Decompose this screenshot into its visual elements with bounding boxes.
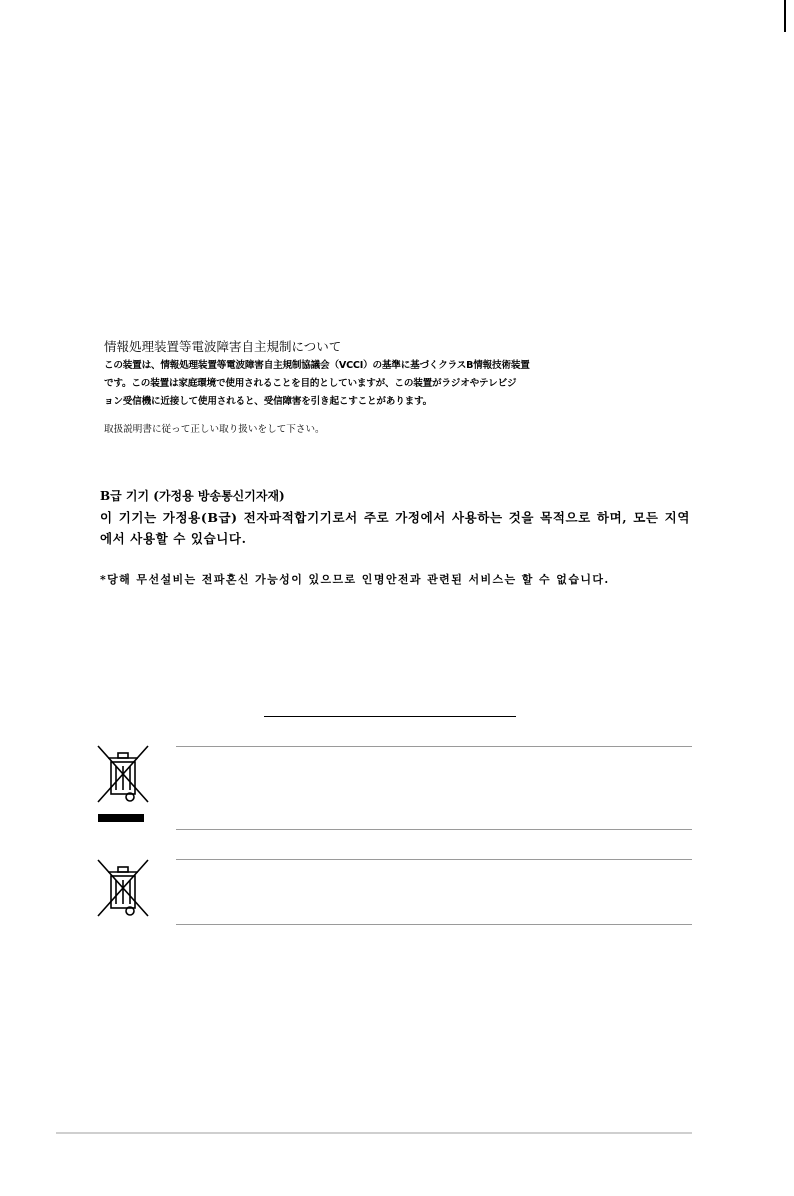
- weee-notice-top: [94, 742, 692, 834]
- weee-bottom-bottom-rule: [176, 924, 692, 925]
- korea-notice-title: B급 기기 (가정용 방송통신기자재): [100, 489, 285, 503]
- vcci-title: 情報処理装置等電波障害自主規制について: [104, 339, 342, 354]
- weee-top-bottom-rule: [176, 829, 692, 830]
- weee-black-bar: [98, 814, 144, 822]
- vcci-manual-note: 取扱説明書に従って正しい取り扱いをして下さい。: [104, 424, 325, 435]
- korea-radio-warning: *당해 무선설비는 전파혼신 가능성이 있으므로 인명안전과 관련된 서비스는 할 수 없습니다.: [100, 573, 610, 586]
- page-edge-mark: [784, 0, 786, 32]
- vcci-notice: [104, 338, 624, 437]
- vcci-line-3: ョン受信機に近接して使用されると、受信障害を引き起こすことがあります。: [104, 396, 433, 407]
- footer-rule: [56, 1132, 692, 1134]
- korea-class-b-notice: [100, 488, 690, 590]
- crossed-out-wheeled-bin-icon: [94, 856, 154, 924]
- korea-notice-body: 이 기기는 가정용(B급) 전자파적합기기로서 주로 가정에서 사용하는 것을 목적으로 하며, 모든 지역에서 사용할 수 있습니다.: [100, 510, 690, 546]
- section-divider: [264, 716, 516, 717]
- weee-notice-bottom: [94, 856, 692, 928]
- crossed-out-wheeled-bin-icon: [94, 742, 154, 810]
- vcci-line-1: この装置は、情報処理装置等電波障害自主規制協議会（VCCI）の基準に基づくクラスB情報技術装置: [104, 360, 530, 371]
- weee-bottom-top-rule: [176, 859, 692, 860]
- vcci-line-2: です。この装置は家庭環境で使用されることを目的としていますが、この装置がラジオやテレビジ: [104, 378, 517, 389]
- weee-top-rule: [176, 746, 692, 747]
